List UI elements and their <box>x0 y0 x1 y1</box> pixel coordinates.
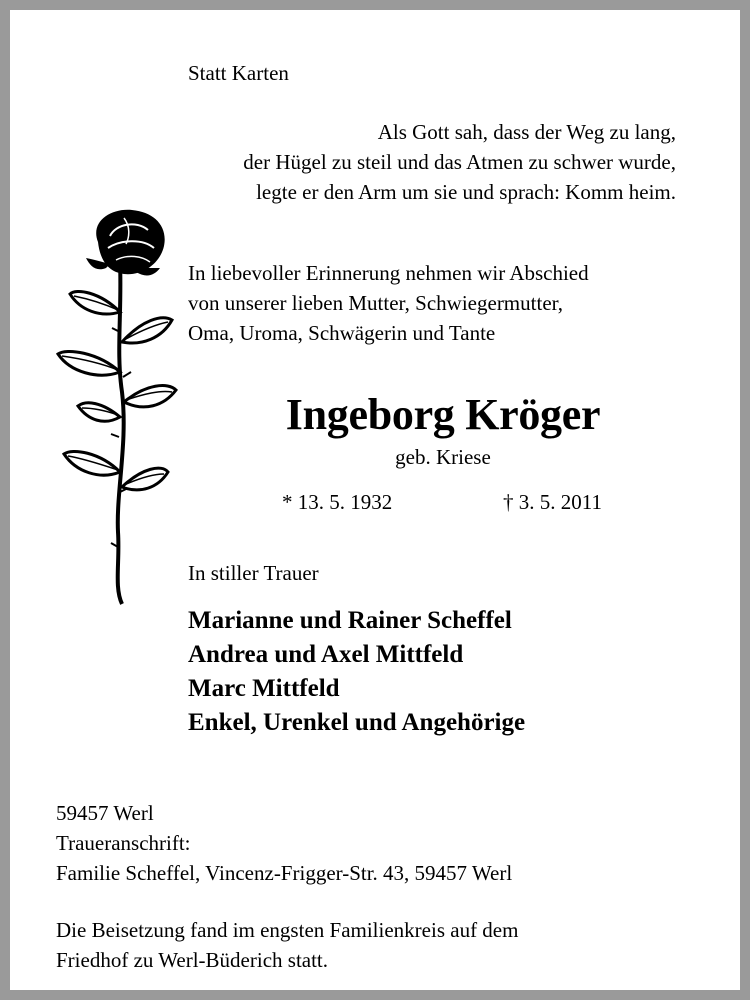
intro-text <box>188 258 589 348</box>
poem <box>243 117 676 207</box>
poem-line: legte er den Arm um sie und sprach: Komm heim. <box>256 180 676 204</box>
address-label: Traueranschrift: <box>56 831 191 855</box>
poem-line: der Hügel zu steil und das Atmen zu schwer wurde, <box>243 150 676 174</box>
birth-date: * 13. 5. 1932 <box>282 490 393 514</box>
rose-icon <box>50 202 180 607</box>
header-note: Statt Karten <box>188 61 289 85</box>
poem-line: Als Gott sah, dass der Weg zu lang, <box>377 120 676 144</box>
funeral-line: Friedhof zu Werl-Büderich statt. <box>56 948 329 972</box>
mourner: Andrea und Axel Mittfeld <box>188 641 464 668</box>
death-date: † 3. 5. 2011 <box>503 490 602 514</box>
funeral-note <box>56 915 518 975</box>
deceased-name: Ingeborg Kröger <box>285 390 601 439</box>
funeral-line: Die Beisetzung fand im engsten Familienkreis auf dem <box>56 918 519 942</box>
mourner: Enkel, Urenkel und Angehörige <box>188 709 526 736</box>
intro-line: Oma, Uroma, Schwägerin und Tante <box>188 321 496 345</box>
mourner: Marianne und Rainer Scheffel <box>188 607 512 634</box>
city: 59457 Werl <box>56 801 154 825</box>
mourning-label: In stiller Trauer <box>188 561 319 585</box>
birth-name: geb. Kriese <box>395 445 491 469</box>
mourner: Marc Mittfeld <box>188 675 340 702</box>
mourners-list <box>188 604 525 740</box>
intro-line: In liebevoller Erinnerung nehmen wir Abschied <box>188 261 589 285</box>
mourning-address: Familie Scheffel, Vincenz-Frigger-Str. 43, 59457 Werl <box>56 861 513 885</box>
intro-line: von unserer lieben Mutter, Schwiegermutter, <box>188 291 564 315</box>
